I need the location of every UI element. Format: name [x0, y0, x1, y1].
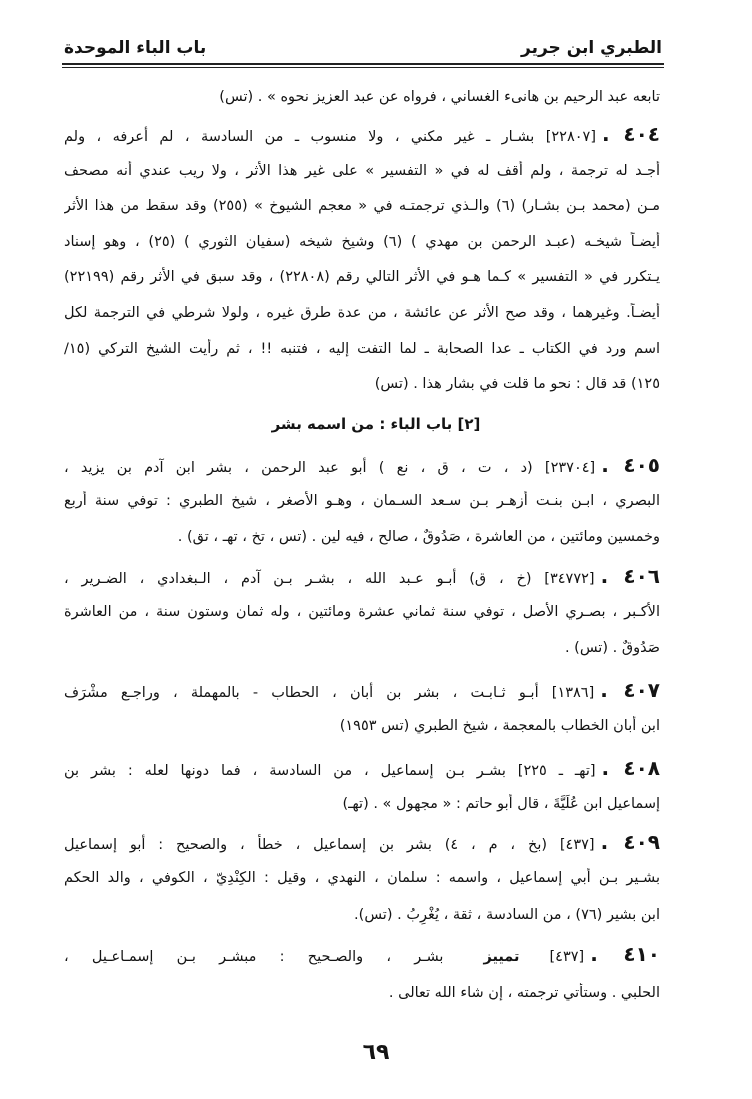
entry-number: ٤٠٩ .	[600, 832, 660, 854]
entry-405-line: ٤٠٥ .[٢٣٧٠٤] (د ، ت ، ق ، نع ) أبو عبد الرحمن ، بشر ابن آدم بن يزيد ،	[64, 455, 660, 477]
entry-407-line: ٤٠٧ .[١٣٨٦] أبـو ثـابـت ، بشر بن أبان ، الحطاب - بالمهملة ، وراجـع مشْرَف	[64, 680, 660, 702]
text-line: ابن أبان الخطاب بالمعجمة ، شيخ الطبري (تس ١٩٥٣)	[339, 718, 660, 734]
entry-404-line: ٤٠٤ .[٢٢٨٠٧] بشـار ـ غير مكني ، ولا منسوب ـ من السادسة ، لم أعرفه ، ولم	[64, 124, 660, 146]
text-line: تابعه عبد الرحيم بن هانىء الغساني ، فرواه عن عبد العزيز نحوه » . (تس)	[219, 89, 660, 105]
entry-number: ٤٠٦ .	[600, 566, 660, 588]
page-number: ٦٩	[362, 1040, 390, 1065]
text-line: بشـير بـن أبي إسماعيل ، واسمه : سلمان ، النهدي ، وقيل : الكِنْدِيّ ، الكوفي ، والد الحكم	[64, 870, 660, 886]
text-line: ابن بشير (٧٦) ، من السادسة ، ثقة ، يُغْرِبُ . (تس).	[354, 907, 660, 923]
text-line: البصري ، ابـن بنـت أزهـر بـن سـعد السـمان ، وهـو الأصغر ، شيخ الطبري : توفي سنة أربع	[64, 493, 660, 509]
entry-number: ٤٠٥ .	[601, 455, 660, 477]
text-line: يـتكرر في « التفسير » كـما هـو في الأثر التالي رقم (٢٢٨٠٨) ، وقد سبق في الأثر رقم (٢٢١٩٩)	[64, 269, 660, 285]
running-title-right: الطبري ابن جرير	[521, 38, 662, 58]
text-line: اسم ورد في الكتاب ـ عدا الصحابة ـ لما التفت إليه ، فتنبه !! ، ثم رأيت الشيخ التركي (١٥/	[64, 341, 660, 357]
running-title-left: باب الباء الموحدة	[64, 38, 207, 58]
entry-number: ٤٠٤ .	[602, 124, 660, 146]
header-rule-thick	[62, 63, 664, 65]
text-line: الحلبي . وستأتي ترجمته ، إن شاء الله تعالى .	[388, 985, 660, 1001]
text-line: أيضـاً شيخـه (عبـد الرحمن بن مهدي ) (٦) وشيخ شيخه (سفيان الثوري ) (٢٥) ، وهو إسناد	[64, 234, 660, 250]
text-line: صَدُوقٌ . (تس) .	[564, 640, 660, 656]
text-line: أجـد له ترجمة ، ولم أقف له في « التفسير » على غير هذا الأثر ، ولا ريب عندي أنه مصحف	[64, 163, 660, 179]
header-rule-thin	[62, 67, 664, 68]
text-line: مـن (محمد بـن بشـار) (٦) والـذي ترجمتـه في « معجم الشيوخ » (٢٥٥) وقد سقط من هذا الأثر	[64, 198, 660, 214]
text-line: أيضـاً. وغيرهما ، وقد صح الأثر عن عائشة ، من عدة طرق غيره ، ولولا شرطي في الترجمة لكل	[64, 305, 660, 321]
text-line: وخمسين ومائتين ، من العاشرة ، صَدُوقٌ ، صالح ، فيه لين . (تس ، تخ ، تهـ ، تق) .	[177, 529, 660, 545]
entry-410-line: ٤١٠ .[٤٣٧]تمييزبشـر ، والصـحيح : مبشـر بـن إسمـاعـيل ،	[64, 944, 660, 966]
entry-number: ٤٠٧ .	[600, 680, 660, 702]
entry-number: ٤٠٨ .	[601, 758, 660, 780]
text-line: ١٢٥) قد قال : نحو ما قلت في بشار هذا . (تس)	[374, 376, 660, 392]
text-line: إسماعيل ابن عُلَيَّةَ ، قال أبو حاتم : « مجهول » . (تهـ)	[342, 796, 660, 812]
text-line: الأكـبر ، بصـري الأصل ، توفي سنة ثماني عشرة ومائتين ، وله ثمان وستون سنة ، من العاشرة	[64, 604, 660, 620]
tamyiz-label: تمييز	[483, 949, 520, 965]
entry-409-line: ٤٠٩ .[٤٣٧] (بخ ، م ، ٤) بشر بن إسماعيل ، خطأ ، والصحيح : أبو إسماعيل	[64, 832, 660, 854]
section-heading: [٢] باب الباء : من اسمه بشر	[271, 415, 481, 433]
entry-408-line: ٤٠٨ .[تهـ ـ ٢٢٥] بشـر بـن إسماعيل ، من السادسة ، فما دونها لعله : بشر بن	[64, 758, 660, 780]
entry-406-line: ٤٠٦ .[٣٤٧٧٢] (خ ، ق) أبـو عـبد الله ، بشـر بـن آدم ، الـبغدادي ، الضـرير ،	[64, 566, 660, 588]
entry-number: ٤١٠ .	[590, 944, 660, 966]
